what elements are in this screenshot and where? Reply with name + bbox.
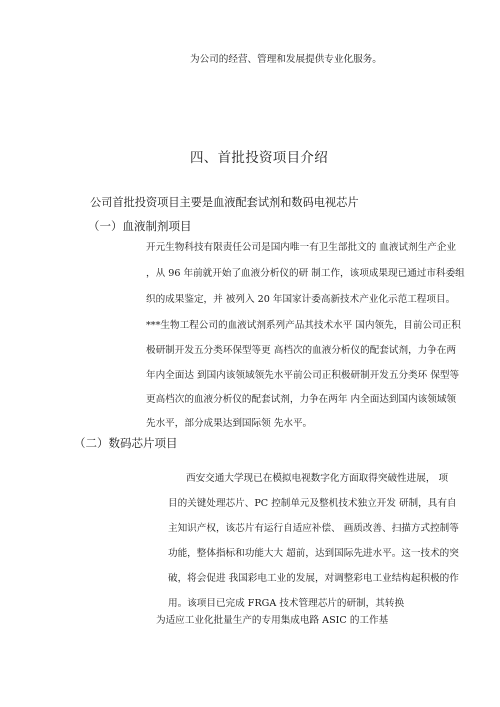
paragraph-line: 极研制开发五分类环保型等更 高档次的血液分析仪的配套试剂，力争在两 [146,345,457,356]
subsection-title-blood-reagents: （一）血液制剂项目 [88,219,192,233]
paragraph-line: 用。该项目已完成 FRGA 技术管理芯片的研制，其转换 [168,598,405,609]
paragraph-line: 功能，整体指标和功能大大 超前，达到国际先进水平。这一技术的突 [168,548,459,559]
paragraph-line: 西安交通大学现已在模拟电视数字化方面取得突破性进展， 项 [186,473,449,484]
paragraph-tail-line: 为适应工业化批量生产的专用集成电路 ASIC 的工作基 [156,615,389,626]
lead-sentence: 公司首批投资项目主要是血液配套试剂和数码电视芯片 [90,196,359,209]
paragraph-line: 织的成果鉴定，并 被列入 20 年国家计委高新技术产业化示范工程项目。 [146,294,456,305]
paragraph-line: ***生物工程公司的血液试剂系列产品其技术水平 国内领先，目前公司正积 [146,320,461,331]
section-title: 四、首批投资项目介绍 [190,150,328,166]
paragraph-line: 更高档次的血液分析仪的配套试剂，力争在两年 内全面达到国内该领域领 [146,394,457,405]
paragraph-line: 主知识产权，该芯片有运行自适应补偿、 画质改善、扫描方式控制等 [168,523,459,534]
paragraph-line: 先水平，部分成果达到国际领 先水平。 [146,418,313,429]
paragraph-line: 目的关键处理芯片、PC 控制单元及整机技术独立开发 研制，具有自 [168,498,457,509]
paragraph-line: 破，将会促进 我国彩电工业的发展，对调整彩电工业结构起积极的作 [168,573,459,584]
subsection-title-digital-chip: （二）数码芯片项目 [74,436,178,450]
intro-tail-text: 为公司的经营、管理和发展提供专业化服务。 [190,54,382,65]
paragraph-line: 年内全面达 到国内该领域领先水平前公司正积极研制开发五分类环 保型等 [146,370,460,381]
paragraph-line: 开元生物科技有限责任公司是国内唯一有卫生部批文的 血液试剂生产企业 [146,242,457,253]
paragraph-line: ，从 96 年前就开始了血液分析仪的研 制工作，该项成果现已通过市科委组 [146,268,465,279]
